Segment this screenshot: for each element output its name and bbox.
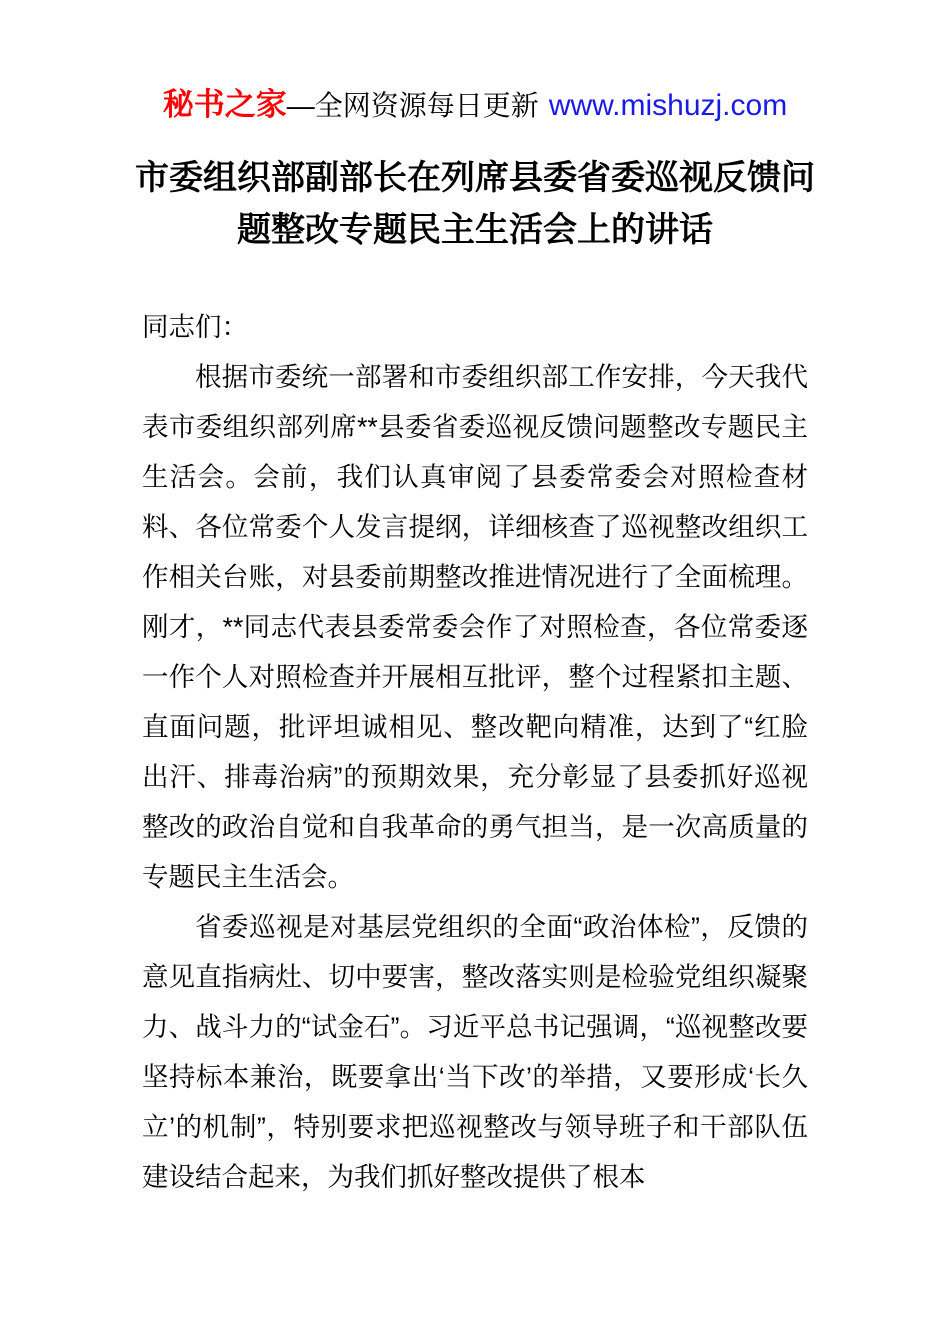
document-title: 市委组织部副部长在列席县委省委巡视反馈问题整改专题民主生活会上的讲话: [135, 159, 815, 249]
paragraph-2: 省委巡视是对基层党组织的全面“政治体检”，反馈的意见直指病灶、切中要害，整改落实则是检验党组织凝聚力、战斗力的“试金石”。习近平总书记强调，“巡视整改要坚持标本兼治，既要拿出‘当下改’的举措，又要形成‘长久立’的机制”，特别要求把巡视整改与领导班子和干部队伍建设结合起来，为我们抓好整改提供了根本: [142, 912, 808, 1192]
site-tagline: —全网资源每日更新: [286, 90, 539, 121]
site-brand: 秘书之家: [162, 87, 287, 122]
site-header: [0, 88, 950, 128]
document-body: [142, 302, 808, 1202]
paragraph-1: 根据市委统一部署和市委组织部工作安排，今天我代表市委组织部列席**县委省委巡视反馈问题整改专题民主生活会。会前，我们认真审阅了县委常委会对照检查材料、各位常委个人发言提纲，详细核查了巡视整改组织工作相关台账，对县委前期整改推进情况进行了全面梳理。刚才，**同志代表县委常委会作了对照检查，各位常委逐一作个人对照检查并开展相互批评，整个过程紧扣主题、直面问题，批评坦诚相见、整改靶向精准，达到了“红脸出汗、排毒治病”的预期效果，充分彰显了县委抓好巡视整改的政治自觉和自我革命的勇气担当，是一次高质量的专题民主生活会。: [142, 362, 808, 892]
site-url-link[interactable]: www.mishuzj.com: [548, 89, 788, 122]
salutation: 同志们：: [142, 312, 248, 342]
